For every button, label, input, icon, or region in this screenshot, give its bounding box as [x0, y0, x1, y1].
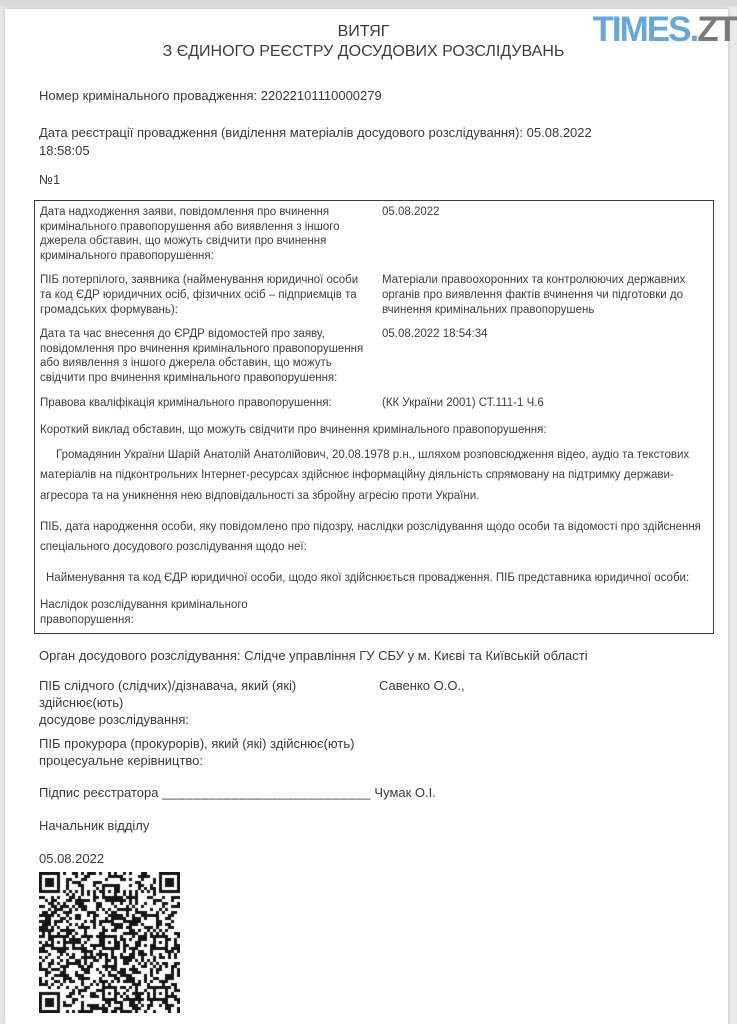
document-content	[5, 9, 728, 1013]
case-number-line	[39, 87, 688, 105]
row-value-erdr-entry: 05.08.2022 18:54:34	[382, 328, 488, 341]
document-page	[5, 9, 728, 1024]
record-number: №1	[39, 172, 61, 187]
suspect-heading: ПІБ, дата народження особи, яку повідомлено про підозру, наслідки розслідування щодо особи та відомості про здійснення спеціального досудового розслідування щодо неї:	[40, 520, 701, 554]
row-value-intake-date: 05.08.2022	[382, 206, 440, 218]
position-title: Начальник відділу	[39, 817, 150, 833]
row-value-legal-qualification: (КК України 2001) СТ.111-1 Ч.6	[382, 396, 544, 409]
row-label-erdr-entry: Дата та час внесення до ЄРДР відомостей про заяву, повідомлення про вчинення кримінального правопорушення або виявлення з іншого джерела обставин, що можуть свідчити про вчинення кримінального правопорушення:	[40, 328, 364, 384]
row-label-intake-date: Дата надходження заяви, повідомлення про вчинення кримінального правопорушення або виявлення з іншого джерела обставин, що можуть свідчити про вчинення кримінального правопорушення:	[40, 206, 340, 262]
prosecutor-block	[39, 735, 688, 769]
document-subtitle: З ЄДИНОГО РЕЄСТРУ ДОСУДОВИХ РОЗСЛІДУВАНЬ	[162, 43, 565, 60]
signature-line	[39, 784, 688, 802]
investigator-label	[39, 677, 379, 728]
registration-time-value: 18:58:05	[39, 143, 90, 158]
document-title: ВИТЯГ	[337, 23, 390, 40]
times-zt-watermark	[593, 12, 736, 47]
table-row	[35, 392, 713, 417]
case-details-table	[34, 200, 714, 634]
legal-entity-heading: Найменування та код ЄДР юридичної особи, щодо якої здійснюється провадження. ПІБ представника юридичної особи:	[46, 572, 690, 585]
registration-label: Дата реєстрації провадження (виділення матеріалів досудового розслідування):	[39, 125, 524, 140]
summary-heading: Короткий виклад обставин, що можуть свідчити про вчинення кримінального правопорушення:	[40, 424, 547, 437]
result-heading: Наслідок розслідування кримінального правопорушення:	[40, 598, 248, 627]
investigator-label-line2: досудове розслідування:	[39, 711, 189, 727]
investigator-label-line1: ПІБ слідчого (слідчих)/дізнавача, який (які) здійснює(ють)	[39, 677, 297, 710]
prosecutor-label-line1: ПІБ прокурора (прокурорів), який (які) здійснює(ють)	[39, 735, 355, 751]
investigator-block	[39, 677, 688, 728]
case-number-label: Номер кримінального провадження:	[39, 88, 258, 103]
case-number-value: 22022101110000279	[260, 88, 382, 103]
prosecutor-label-line2: процесуальне керівництво:	[39, 752, 204, 768]
authority-line: Орган досудового розслідування: Слідче управління ГУ СБУ у м. Києві та Київській області	[39, 647, 588, 663]
table-row	[35, 201, 713, 269]
prosecutor-label	[39, 735, 379, 769]
registrar-name: Чумак О.І.	[374, 784, 436, 800]
investigator-name: Савенко О.О.,	[379, 677, 465, 693]
row-value-victim: Матеріали правоохоронних та контролюючих державних органів про виявлення фактів вчинення чи підготовки до вчинення кримінальних правопорушень	[382, 274, 686, 316]
document-date: 05.08.2022	[39, 850, 105, 866]
table-row	[35, 269, 713, 323]
signature-label: Підпис реєстратора	[39, 784, 159, 800]
registration-date-value: 05.08.2022	[526, 125, 592, 140]
summary-paragraph: Громадянин України Шарій Анатолій Анатолійович, 20.08.1978 р.н., шляхом розповсюдження відео, аудіо та текстових матеріалів на підконтрольних Інтернет-ресурсах здійснює інформаційну діяльність спрямовану на підтримку держави-агресора та на уникнення нею відповідальності за збройну агресію проти України.	[40, 448, 690, 503]
registration-date-line	[39, 124, 688, 160]
signature-blank: ___________________________	[162, 784, 371, 800]
table-row	[35, 323, 713, 391]
row-label-victim: ПІБ потерпілого, заявника (найменування юридичної особи та код ЄДР юридичних осіб, фізичних осіб – підприємців та громадських формувань):	[40, 274, 359, 316]
qr-code-image	[39, 872, 180, 1013]
logo-zt-text: ZT	[697, 10, 736, 49]
logo-times-text: TIMES.	[592, 10, 698, 49]
row-label-legal-qualification: Правова кваліфікація кримінального правопорушення:	[40, 396, 332, 409]
